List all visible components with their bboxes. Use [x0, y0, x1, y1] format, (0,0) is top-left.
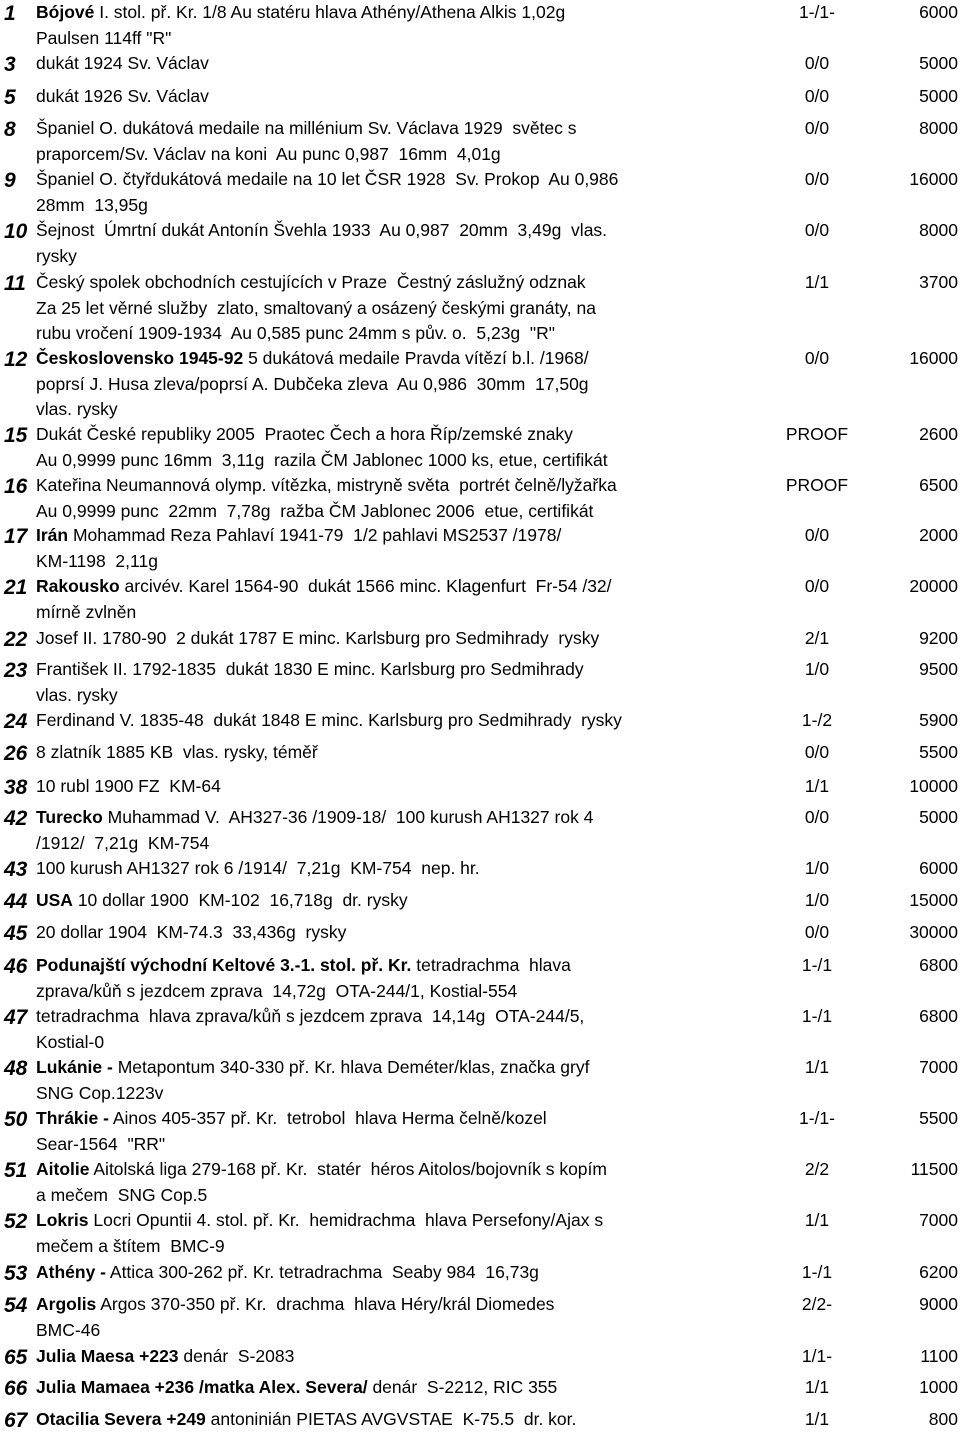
lot-heading: Turecko [36, 807, 103, 827]
lot-number: 44 [4, 890, 28, 913]
lot-grade: 1-/1- [799, 1108, 835, 1128]
lot-text: Josef II. 1780-90 2 dukát 1787 E minc. Karlsburg pro Sedmihrady rysky [36, 628, 600, 648]
lot-text: František II. 1792-1835 dukát 1830 E minc. Karlsburg pro Sedmihrady vlas. rysky [36, 659, 584, 705]
lot-text: 100 kurush AH1327 rok 6 /1914/ 7,21g KM-754 nep. hr. [36, 858, 480, 878]
lot-text: Ferdinand V. 1835-48 dukát 1848 E minc. Karlsburg pro Sedmihrady rysky [36, 710, 622, 730]
lot-text: denár S-2212, RIC 355 [367, 1377, 558, 1397]
lot-number: 10 [4, 220, 28, 243]
lot-description [36, 84, 771, 110]
lot-grade: 1/1 [804, 272, 830, 292]
lot-price: 6800 [919, 1006, 958, 1026]
lot-text: Aitolská liga 279-168 př. Kr. statér héros Aitolos/bojovník s kopím a mečem SNG Cop.5 [36, 1159, 607, 1205]
lot-price: 30000 [909, 922, 958, 942]
lot-text: Attica 300-262 př. Kr. tetradrachma Seaby 984 16,73g [106, 1262, 539, 1282]
lot-description [36, 1004, 771, 1055]
lot-number: 38 [4, 776, 28, 799]
lot-price: 10000 [909, 776, 958, 796]
lot-text: tetradrachma hlava zprava/kůň s jezdcem zprava 14,72g OTA-244/1, Kostial-554 [36, 955, 571, 1001]
lot-price: 20000 [909, 576, 958, 596]
lot-text: Muhammad V. AH327-36 /1909-18/ 100 kurush AH1327 rok 4 /1912/ 7,21g KM-754 [36, 807, 594, 853]
lot-number: 53 [4, 1262, 28, 1285]
lot-grade: 1/0 [804, 659, 830, 679]
lot-price: 2600 [919, 424, 958, 444]
lot-grade: 2/2- [801, 1294, 833, 1314]
lot-grade: 1/1 [804, 776, 830, 796]
lot-price: 8000 [919, 220, 958, 240]
lot-grade: 1/1 [804, 1377, 830, 1397]
lot-grade: PROOF [785, 424, 849, 444]
lot-price: 2000 [919, 525, 958, 545]
lot-number: 48 [4, 1057, 28, 1080]
lot-price: 9000 [919, 1294, 958, 1314]
lot-number: 26 [4, 742, 28, 765]
lot-description [36, 1375, 771, 1401]
lot-price: 5000 [919, 807, 958, 827]
lot-number: 21 [4, 576, 28, 599]
lot-description [36, 167, 771, 218]
lot-grade: 0/0 [804, 220, 830, 240]
lot-number: 46 [4, 955, 28, 978]
lot-description [36, 422, 771, 473]
lot-price: 5900 [919, 710, 958, 730]
lot-grade: 0/0 [804, 576, 830, 596]
lot-number: 24 [4, 710, 28, 733]
lot-heading: Lukánie - [36, 1057, 113, 1077]
lot-description [36, 774, 771, 800]
lot-number: 22 [4, 628, 28, 651]
lot-number: 15 [4, 424, 28, 447]
lot-description [36, 888, 771, 914]
lot-grade: 1-/1- [799, 2, 835, 22]
lot-price: 9200 [919, 628, 958, 648]
lot-description [36, 218, 771, 269]
lot-heading: Rakousko [36, 576, 120, 596]
lot-text: Mohammad Reza Pahlaví 1941-79 1/2 pahlavi MS2537 /1978/ KM-1198 2,11g [36, 525, 562, 571]
lot-price: 1000 [919, 1377, 958, 1397]
lot-grade: 1/0 [804, 890, 830, 910]
lot-text: Český spolek obchodních cestujících v Praze Čestný záslužný odznak Za 25 let věrné služby zlato, smaltovaný a osázený českými granáty, na rubu vročení 1909-1934 Au 0,585 punc 24mm s pův. o. 5,23g "R" [36, 272, 596, 343]
lot-text: Kateřina Neumannová olymp. vítězka, mistryně světa portrét čelně/lyžařka Au 0,9999 punc 22mm 7,78g ražba ČM Jablonec 2006 etue, certifikát [36, 475, 617, 521]
lot-number: 65 [4, 1346, 28, 1369]
lot-grade: 0/0 [804, 525, 830, 545]
lot-grade: 1/0 [804, 858, 830, 878]
lot-price: 5000 [919, 53, 958, 73]
lot-grade: 1/1 [804, 1057, 830, 1077]
lot-text: Dukát České republiky 2005 Praotec Čech a hora Říp/zemské znaky Au 0,9999 punc 16mm 3,11g razila ČM Jablonec 1000 ks, etue, certifikát [36, 424, 608, 470]
lot-text: Metapontum 340-330 př. Kr. hlava Deméter/klas, značka gryf SNG Cop.1223v [36, 1057, 590, 1103]
lot-description [36, 1407, 771, 1433]
lot-number: 16 [4, 475, 28, 498]
lot-number: 66 [4, 1377, 28, 1400]
lot-description [36, 1106, 771, 1157]
lot-description [36, 1260, 771, 1286]
lot-text: 5 dukátová medaile Pravda vítězí b.l. /1968/ poprsí J. Husa zleva/poprsí A. Dubčeka zleva Au 0,986 30mm 17,50g vlas. rysky [36, 348, 589, 419]
lot-price: 6000 [919, 2, 958, 22]
lot-text: Ainos 405-357 př. Kr. tetrobol hlava Herma čelně/kozel Sear-1564 "RR" [36, 1108, 547, 1154]
lot-grade: 0/0 [804, 118, 830, 138]
lot-price: 3700 [919, 272, 958, 292]
lot-number: 5 [4, 86, 16, 109]
lot-text: Španiel O. čtyřdukátová medaile na 10 let ČSR 1928 Sv. Prokop Au 0,986 28mm 13,95g [36, 169, 619, 215]
lot-description [36, 1208, 771, 1259]
lot-grade: 0/0 [804, 742, 830, 762]
lot-text: 20 dollar 1904 KM-74.3 33,436g rysky [36, 922, 347, 942]
lot-number: 23 [4, 659, 28, 682]
lot-number: 11 [4, 272, 26, 295]
lot-number: 54 [4, 1294, 28, 1317]
lot-price: 6500 [919, 475, 958, 495]
lot-price: 16000 [909, 169, 958, 189]
lot-description [36, 116, 771, 167]
lot-heading: Bójové [36, 2, 95, 22]
lot-price: 5500 [919, 742, 958, 762]
lot-text: dukát 1926 Sv. Václav [36, 86, 209, 106]
lot-description [36, 708, 771, 734]
lot-description [36, 1055, 771, 1106]
lot-text: denár S-2083 [178, 1346, 295, 1366]
lot-text: Šejnost Úmrtní dukát Antonín Švehla 1933 Au 0,987 20mm 3,49g vlas. rysky [36, 220, 608, 266]
lot-text: Argos 370-350 př. Kr. drachma hlava Héry/král Diomedes BMC-46 [36, 1294, 555, 1340]
lot-number: 52 [4, 1210, 28, 1233]
lot-text: dukát 1924 Sv. Václav [36, 53, 209, 73]
lot-number: 42 [4, 807, 28, 830]
lot-description [36, 920, 771, 946]
lot-heading: Lokris [36, 1210, 89, 1230]
lot-price: 6000 [919, 858, 958, 878]
lot-description [36, 270, 771, 347]
lot-grade: 0/0 [804, 169, 830, 189]
lot-text: antoninián PIETAS AVGVSTAE K-75.5 dr. kor. [205, 1409, 577, 1429]
lot-heading: Athény - [36, 1262, 106, 1282]
lot-heading: Irán [36, 525, 69, 545]
lot-price: 16000 [909, 348, 958, 368]
lot-number: 17 [4, 525, 28, 548]
lot-grade: PROOF [785, 475, 849, 495]
lot-grade: 1/1 [804, 1210, 830, 1230]
lot-price: 11500 [910, 1159, 958, 1179]
lot-text: 10 rubl 1900 FZ KM-64 [36, 776, 221, 796]
lot-price: 9500 [919, 659, 958, 679]
lot-heading: Podunajští východní Keltové 3.-1. stol. př. Kr. [36, 955, 412, 975]
lot-heading: Julia Maesa +223 [36, 1346, 179, 1366]
lot-grade: 2/1 [804, 628, 830, 648]
lot-grade: 1/1 [804, 1409, 830, 1429]
lot-text: arcivév. Karel 1564-90 dukát 1566 minc. Klagenfurt Fr-54 /32/ mírně zvlněn [36, 576, 612, 622]
lot-number: 47 [4, 1006, 28, 1029]
lot-number: 8 [4, 118, 16, 141]
lot-description [36, 473, 771, 524]
lot-grade: 1-/1 [801, 1006, 833, 1026]
lot-price: 5000 [919, 86, 958, 106]
lot-heading: Julia Mamaea +236 /matka Alex. Severa/ [36, 1377, 368, 1397]
lot-text: Španiel O. dukátová medaile na millénium Sv. Václava 1929 světec s praporcem/Sv. Václav na koni Au punc 0,987 16mm 4,01g [36, 118, 577, 164]
lot-grade: 0/0 [804, 86, 830, 106]
lot-text: 10 dollar 1900 KM-102 16,718g dr. rysky [72, 890, 408, 910]
lot-grade: 0/0 [804, 807, 830, 827]
lot-number: 1 [4, 2, 16, 25]
lot-heading: Aitolie [36, 1159, 90, 1179]
lot-heading: Argolis [36, 1294, 97, 1314]
lot-description [36, 0, 771, 51]
lot-description [36, 1344, 771, 1370]
lot-number: 43 [4, 858, 28, 881]
lot-heading: Thrákie - [36, 1108, 109, 1128]
lot-grade: 2/2 [804, 1159, 830, 1179]
lot-price: 15000 [909, 890, 958, 910]
lot-description [36, 953, 771, 1004]
lot-price: 800 [928, 1409, 958, 1429]
lot-number: 51 [4, 1159, 28, 1182]
lot-price: 6200 [919, 1262, 958, 1282]
lot-grade: 1-/1 [801, 955, 833, 975]
lot-description [36, 51, 771, 77]
lot-heading: USA [36, 890, 73, 910]
lot-number: 9 [4, 169, 16, 192]
lot-description [36, 626, 771, 652]
lot-grade: 0/0 [804, 53, 830, 73]
lot-text: 8 zlatník 1885 KB vlas. rysky, téměř [36, 742, 318, 762]
lot-number: 50 [4, 1108, 28, 1131]
lot-heading: Otacilia Severa +249 [36, 1409, 206, 1429]
lot-number: 67 [4, 1409, 28, 1432]
lot-description [36, 523, 771, 574]
lot-text: tetradrachma hlava zprava/kůň s jezdcem zprava 14,14g OTA-244/5, Kostial-0 [36, 1006, 585, 1052]
lot-heading: Československo 1945-92 [36, 348, 244, 368]
lot-description [36, 1292, 771, 1343]
lot-number: 12 [4, 348, 28, 371]
lot-grade: 0/0 [804, 922, 830, 942]
lot-price: 6800 [919, 955, 958, 975]
lot-text: I. stol. př. Kr. 1/8 Au statéru hlava Athény/Athena Alkis 1,02g Paulsen 114ff "R" [36, 2, 566, 48]
lot-number: 3 [4, 53, 16, 76]
lot-price: 8000 [919, 118, 958, 138]
lot-description [36, 740, 771, 766]
lot-description [36, 1157, 771, 1208]
lot-number: 45 [4, 922, 28, 945]
lot-grade: 1-/1 [801, 1262, 833, 1282]
lot-description [36, 657, 771, 708]
lot-price: 7000 [919, 1057, 958, 1077]
lot-price: 1100 [920, 1346, 958, 1366]
lot-grade: 1-/2 [801, 710, 833, 730]
lot-grade: 0/0 [804, 348, 830, 368]
lot-text: Locri Opuntii 4. stol. př. Kr. hemidrachma hlava Persefony/Ajax s mečem a štítem BMC-9 [36, 1210, 604, 1256]
lot-price: 7000 [919, 1210, 958, 1230]
lot-price: 5500 [919, 1108, 958, 1128]
lot-description [36, 805, 771, 856]
lot-grade: 1/1- [801, 1346, 833, 1366]
lot-description [36, 856, 771, 882]
lot-description [36, 574, 771, 625]
lot-description [36, 346, 771, 423]
